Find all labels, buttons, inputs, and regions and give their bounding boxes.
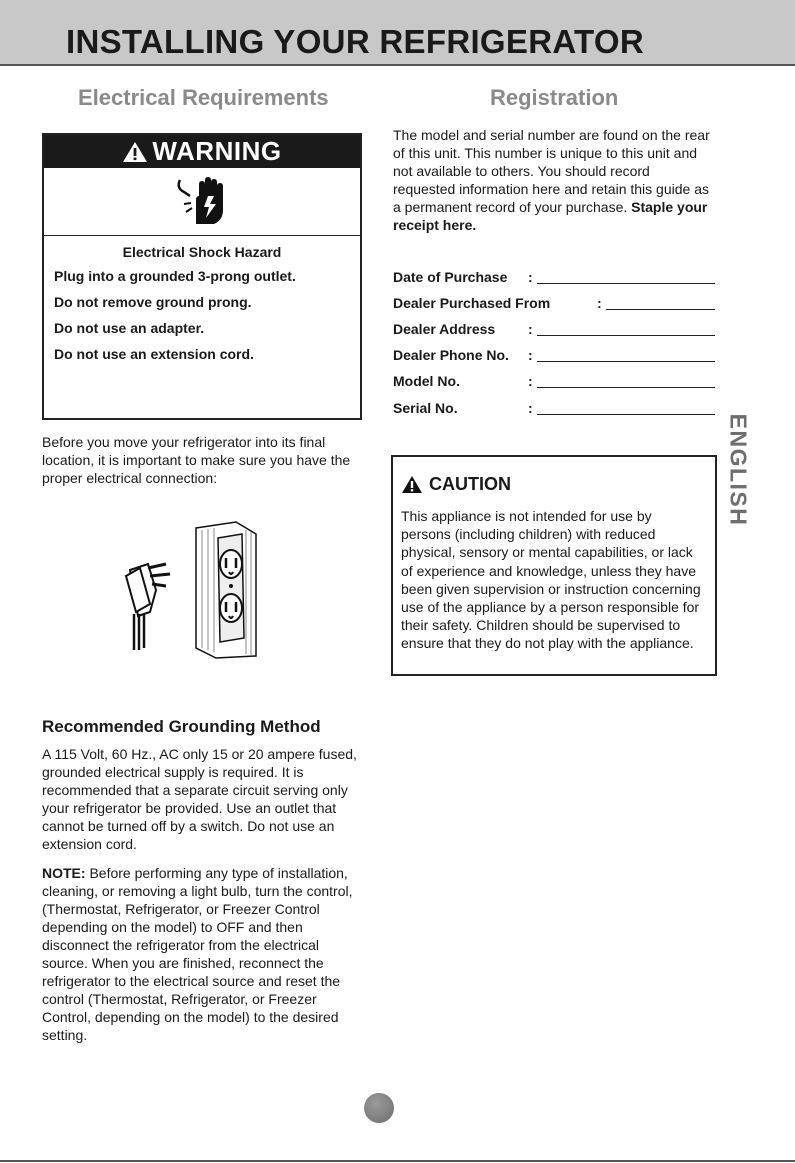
hazard-item: Do not use an adapter. [54,320,205,336]
caution-triangle-icon [401,475,423,494]
caution-label: CAUTION [429,473,511,494]
field-colon: : [528,373,533,389]
registration-text-body: The model and serial number are found on the rear of this unit. This number is unique to this unit and not available to others. You should record requested information here and retain this guide as a permanent record of your purchase. [393,127,710,215]
hazard-item: Do not remove ground prong. [54,294,252,310]
field-label: Dealer Purchased From [393,295,551,311]
form-field-dealer-phone [393,346,715,364]
field-colon: : [528,400,533,416]
warning-triangle-icon [122,141,148,163]
electric-shock-hand-icon [174,174,234,230]
note-text: Before performing any type of installation, cleaning, or removing a light bulb, turn the control, (Thermostat, Refrigerator, or Freezer Control depending on the model) to OFF and then disconnect the refrigerator from the electrical source. When you are finished, reconnect the refrigerator to the electrical source and reset the control (Thermostat, Refrigerator, or Freezer Control, depending on the model) to the desired setting. [42,865,353,1043]
footer-rule [0,1160,795,1162]
dealer-phone-input-line[interactable] [537,361,715,362]
language-side-tab: ENGLISH [725,413,752,527]
dealer-address-input-line[interactable] [537,335,715,336]
form-field-dealer-address [393,320,715,338]
registration-title: Registration [490,85,619,110]
note-paragraph [42,864,367,1044]
field-colon: : [597,295,602,311]
three-prong-plug-icon [126,564,170,650]
caution-header [401,471,705,497]
date-of-purchase-input-line[interactable] [537,283,715,284]
hazard-item: Do not use an extension cord. [54,346,254,362]
grounding-method-text: A 115 Volt, 60 Hz., AC only 15 or 20 ampere fused, grounded electrical supply is required. It is recommended that a separate circuit serving only your refrigerator be provided. Use an outlet that cannot be turned off by a switch. Do not use an extension cord. [42,746,357,852]
shock-icon-area [44,168,360,236]
field-label: Dealer Address [393,321,496,337]
model-no-input-line[interactable] [537,387,715,388]
note-label: NOTE: [42,865,86,881]
duplex-outlet-icon [196,522,256,658]
warning-box [42,133,362,420]
field-colon: : [528,269,533,285]
hazard-title: Electrical Shock Hazard [122,244,282,260]
dealer-purchased-from-input-line[interactable] [606,309,715,310]
form-field-model-no [393,372,715,390]
warning-header [44,135,360,168]
registration-text [393,126,713,234]
staple-receipt-text: Staple your receipt here. [393,199,708,233]
field-label: Dealer Phone No. [393,347,509,363]
serial-no-input-line[interactable] [537,414,715,415]
field-label: Date of Purchase [393,269,508,285]
page-title: INSTALLING YOUR REFRIGERATOR [66,23,644,60]
page-marker-dot [364,1093,394,1123]
hazard-item: Plug into a grounded 3-prong outlet. [54,268,296,284]
form-field-serial-no [393,399,715,417]
plug-and-outlet-illustration [118,520,278,660]
caution-box [391,455,717,676]
warning-label: WARNING [152,136,282,166]
caution-text: This appliance is not intended for use by persons (including children) with reduced physical, sensory or mental capabilities, or lack of experience and knowledge, unless they have been given supervision or instruction concerning use of the appliance by a person responsible for their safety. Children should be supervised to ensure that they do not play with the appliance. [401,508,701,652]
form-field-date-of-purchase [393,268,715,286]
electrical-requirements-title: Electrical Requirements [78,85,329,110]
hazard-list [44,267,360,363]
field-label: Serial No. [393,400,458,416]
field-colon: : [528,347,533,363]
grounding-method-title: Recommended Grounding Method [42,717,321,736]
electrical-intro-text: Before you move your refrigerator into its final location, it is important to make sure you have the proper electrical connection: [42,434,351,486]
field-label: Model No. [393,373,460,389]
field-colon: : [528,321,533,337]
form-field-dealer-purchased-from [393,294,715,312]
